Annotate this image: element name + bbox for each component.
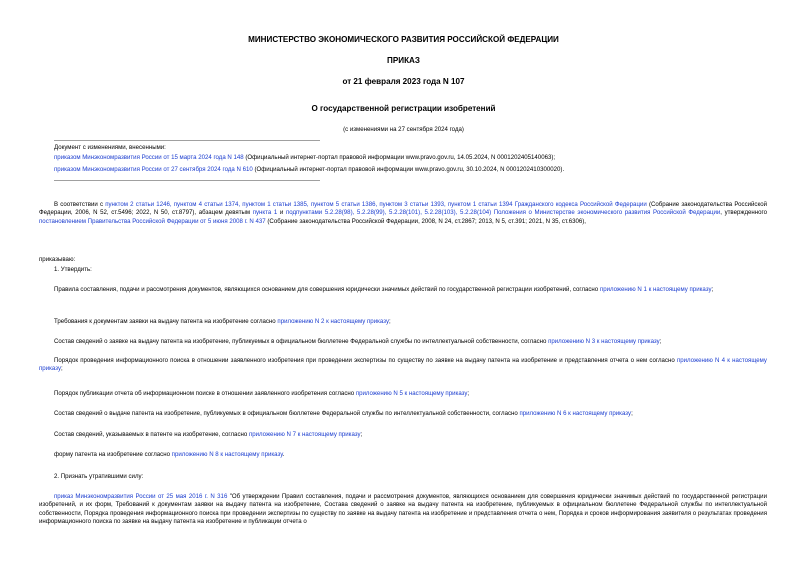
order-word: приказываю: (39, 256, 76, 263)
amendment-link-2[interactable]: приказом Минэкономразвития России от 27 сентября 2024 года N 610 (54, 165, 253, 173)
repealed-order-paragraph: приказ Минэкономразвития России от 25 мая 2016 г. N 316 "Об утверждении Правил составления, подачи и рассмотрения документов, являющихся основанием для совершения юридически значимых действий по государственной регистрации изобретений, и их форм, Требований к документам заявки на выдачу патента на изобретение, Состава сведений о заявке на выдачу патента на изобретение, публикуемых в официальном бюллетене Федеральной службы по интеллектуальной собственности, Порядка проведения информационного поиска при проведении экспертизы по существу по заявке на выдачу патента на изобретение и представления отчета о нем, Порядка и сроков информирования заявителя о результатах проведения информационного поиска по заявке на выдачу патента на изобретение и публикации отчета о (39, 493, 767, 526)
edition-note: (с изменениями на 27 сентября 2024 года) (343, 126, 464, 133)
appendix-5-link[interactable]: приложению N 5 к настоящему приказу (355, 390, 468, 397)
paragraph-1-link[interactable]: пункта 1 (252, 209, 278, 217)
preamble-paragraph: В соответствии с пунктом 2 статьи 1246, пунктом 4 статьи 1374, пунктом 1 статьи 1385, пунктом 5 статьи 1386, пунктом 3 статьи 1393, пунктом 1 статьи 1394 Гражданского кодекса Российской Федерации (Собрание законодательства Российской Федерации, 2006, N 52, ст.5496; 2022, N 50, ст.8797), абзацем девятым пункта 1 и подпунктами 5.2.28(98), 5.2.28(99), 5.2.28(101), 5.2.28(103), 5.2.28(104) Положения о Министерстве экономического развития Российской Федерации, утвержденного постановлением Правительства Российской Федерации от 5 июня 2008 г. N 437 (Собрание законодательства Российской Федерации, 2008, N 24, ст.2867; 2013, N 5, ст.391; 2021, N 35, ст.6306), (39, 201, 767, 225)
appendix-6-link[interactable]: приложению N 6 к настоящему приказу (519, 410, 632, 417)
repealed-order-link[interactable]: приказ Минэкономразвития России от 25 мая 2016 г. N 316 (54, 493, 228, 500)
list-item: Порядок публикации отчета об информационном поиске в отношении заявленного изобретения согласно приложению N 5 к настоящему приказу; (54, 390, 470, 397)
ministry-name: МИНИСТЕРСТВО ЭКОНОМИЧЕСКОГО РАЗВИТИЯ РОССИЙСКОЙ ФЕДЕРАЦИИ (248, 35, 559, 44)
list-item: Состав сведений о выдаче патента на изобретение, публикуемых в официальном бюллетене Федеральной службы по интеллектуальной собственности, согласно приложению N 6 к настоящему приказу; (54, 410, 633, 417)
amendment-item (54, 166, 774, 174)
amendment-text-2: (Официальный интернет-портал правовой информации www.pravo.gov.ru, 30.10.2024, N 0001202410300020). (252, 165, 565, 173)
amendments-top-divider (54, 140, 320, 141)
appendix-1-link[interactable]: приложению N 1 к настоящему приказу (599, 286, 712, 293)
civil-code-link[interactable]: пунктом 2 статьи 1246, пунктом 4 статьи 1374, пунктом 1 статьи 1385, пунктом 5 статьи 1386, пунктом 3 статьи 1393, пунктом 1 статьи 1394 Гражданского кодекса Российской Федерации (105, 201, 647, 208)
document-type: ПРИКАЗ (387, 56, 420, 65)
appendix-3-link[interactable]: приложению N 3 к настоящему приказу (548, 338, 660, 345)
government-decree-link[interactable]: постановлением Правительства Российской Федерации от 5 июня 2008 г. N 437 (39, 217, 266, 225)
appendix-4-link[interactable]: приложению N 4 к настоящему приказу (39, 357, 767, 373)
list-item: форму патента на изобретение согласно приложению N 8 к настоящему приказу. (54, 451, 285, 458)
list-item: Правила составления, подачи и рассмотрения документов, являющихся основанием для совершения юридически значимых действий по государственной регистрации изобретений, согласно приложению N 1 к настоящему приказу; (54, 286, 714, 293)
amendment-item (54, 154, 774, 162)
list-item: Состав сведений о заявке на выдачу патента на изобретение, публикуемых в официальном бюллетене Федеральной службы по интеллектуальной собственности, согласно приложению N 3 к настоящему приказу; (54, 338, 662, 345)
list-item: Порядок проведения информационного поиска в отношении заявленного изобретения при проведении экспертизы по существу по заявке на выдачу патента на изобретение и представления отчета о нем согласно приложению N 4 к настоящему приказу; (39, 357, 767, 373)
amendment-link-1[interactable]: приказом Минэкономразвития России от 15 марта 2024 года N 148 (54, 154, 244, 162)
amendments-block (54, 144, 774, 174)
list-item: Состав сведений, указываемых в патенте на изобретение, согласно приложению N 7 к настоящему приказу; (54, 431, 363, 438)
section-2-heading: 2. Признать утратившими силу: (54, 473, 144, 480)
appendix-7-link[interactable]: приложению N 7 к настоящему приказу (248, 431, 361, 438)
amendments-bottom-divider (54, 180, 320, 181)
list-item: Требования к документам заявки на выдачу патента на изобретение согласно приложению N 2 к настоящему приказу; (54, 318, 391, 325)
amendment-text-1: (Официальный интернет-портал правовой информации www.pravo.gov.ru, 14.05.2024, N 0001202405140063); (243, 154, 556, 162)
section-1-heading: 1. Утвердить: (54, 266, 92, 273)
appendix-2-link[interactable]: приложению N 2 к настоящему приказу (277, 318, 389, 325)
document-title: О государственной регистрации изобретений (311, 104, 496, 113)
document-date-number: от 21 февраля 2023 года N 107 (342, 77, 465, 86)
regulation-subitems-link[interactable]: подпунктами 5.2.28(98), 5.2.28(99), 5.2.28(101), 5.2.28(103), 5.2.28(104) Положения о Министерстве экономического развития Российской Федерации (285, 209, 721, 217)
amendments-intro: Документ с изменениями, внесенными: (54, 144, 166, 151)
appendix-8-link[interactable]: приложению N 8 к настоящему приказу (171, 451, 283, 458)
